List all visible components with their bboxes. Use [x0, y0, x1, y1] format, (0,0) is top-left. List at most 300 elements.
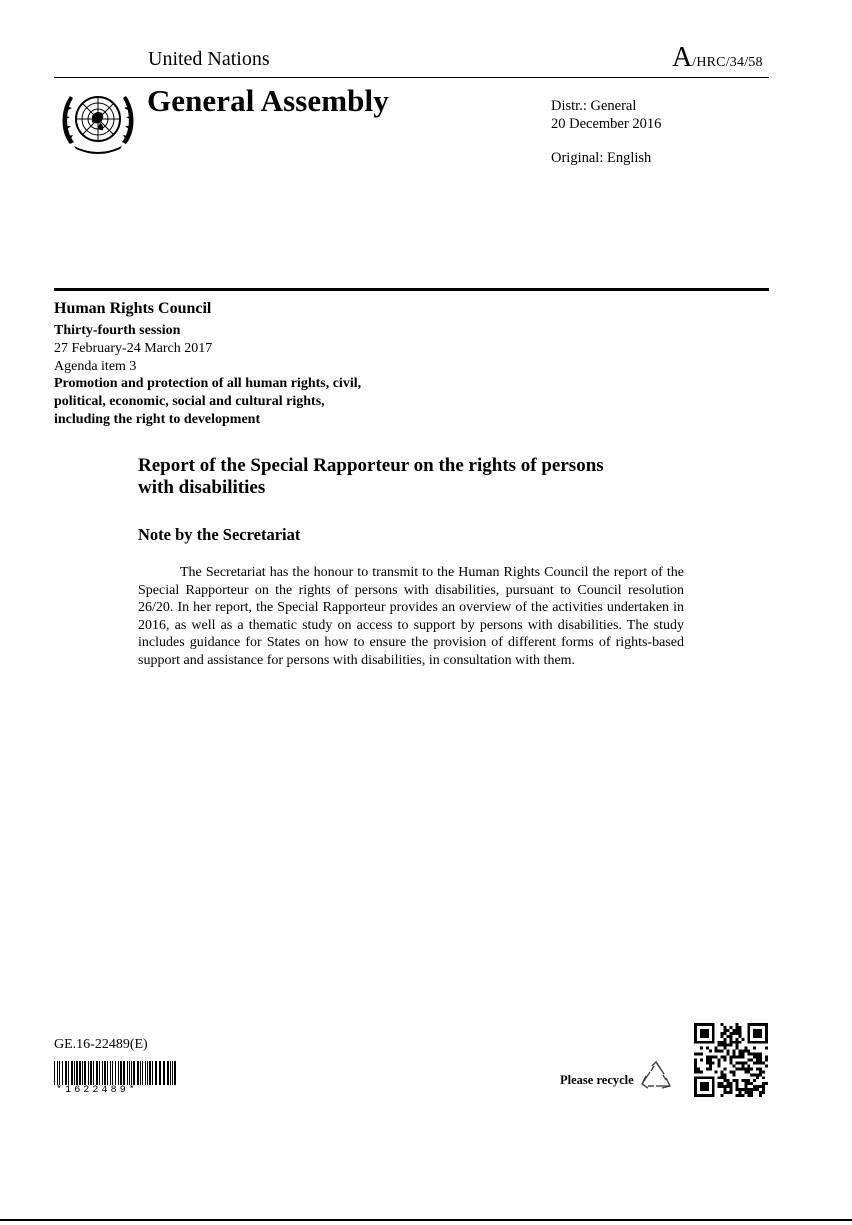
- qr-module: [756, 1088, 759, 1091]
- qr-module: [718, 1044, 721, 1047]
- qr-module: [750, 1041, 753, 1044]
- qr-module: [718, 1076, 721, 1079]
- qr-module: [712, 1029, 715, 1032]
- qr-module: [706, 1076, 709, 1079]
- qr-module: [747, 1064, 750, 1067]
- qr-module: [747, 1050, 750, 1053]
- qr-module: [759, 1094, 762, 1097]
- qr-module: [744, 1061, 747, 1064]
- qr-module: [762, 1023, 765, 1026]
- qr-module: [706, 1035, 709, 1038]
- qr-module: [738, 1041, 741, 1044]
- barcode-bar: [167, 1061, 169, 1085]
- qr-module: [744, 1079, 747, 1082]
- qr-module: [753, 1023, 756, 1026]
- qr-module: [709, 1023, 712, 1026]
- qr-module: [762, 1082, 765, 1085]
- qr-module: [712, 1032, 715, 1035]
- qr-module: [735, 1067, 738, 1070]
- qr-module: [765, 1041, 768, 1044]
- qr-module: [747, 1038, 750, 1041]
- barcode-bar: [71, 1061, 73, 1085]
- barcode-bar: [88, 1061, 89, 1085]
- barcode-bar: [142, 1061, 143, 1085]
- qr-module: [703, 1032, 706, 1035]
- qr-module: [697, 1076, 700, 1079]
- qr-module: [765, 1026, 768, 1029]
- qr-module: [730, 1038, 733, 1041]
- qr-module: [747, 1032, 750, 1035]
- barcode-bar: [99, 1061, 100, 1085]
- qr-module: [744, 1082, 747, 1085]
- qr-module: [765, 1038, 768, 1041]
- qr-module: [762, 1085, 765, 1088]
- barcode-bar: [93, 1061, 94, 1085]
- barcode-bar: [152, 1061, 153, 1085]
- qr-module: [700, 1032, 703, 1035]
- qr-module: [706, 1029, 709, 1032]
- qr-module: [753, 1035, 756, 1038]
- agenda-title-line: political, economic, social and cultural rights,: [54, 394, 325, 410]
- barcode-bar: [84, 1061, 86, 1085]
- distribution-block: [551, 97, 661, 133]
- qr-module: [700, 1082, 703, 1085]
- qr-module: [750, 1059, 753, 1062]
- barcode-bar: [140, 1061, 141, 1085]
- qr-module: [730, 1059, 733, 1062]
- qr-module: [727, 1035, 730, 1038]
- qr-module: [724, 1041, 727, 1044]
- qr-module: [747, 1029, 750, 1032]
- qr-module: [732, 1050, 735, 1053]
- barcode-bar: [96, 1061, 98, 1085]
- qr-module: [712, 1026, 715, 1029]
- barcode-bar: [174, 1061, 176, 1085]
- qr-module: [730, 1085, 733, 1088]
- qr-module: [694, 1059, 697, 1062]
- qr-module: [741, 1061, 744, 1064]
- qr-module: [750, 1091, 753, 1094]
- qr-module: [735, 1044, 738, 1047]
- qr-module: [735, 1088, 738, 1091]
- qr-module: [762, 1091, 765, 1094]
- qr-module: [709, 1059, 712, 1062]
- qr-module: [750, 1082, 753, 1085]
- qr-module: [730, 1026, 733, 1029]
- qr-module: [730, 1088, 733, 1091]
- qr-module: [721, 1094, 724, 1097]
- barcode-bar: [54, 1061, 55, 1085]
- qr-module: [724, 1067, 727, 1070]
- qr-module: [765, 1047, 768, 1050]
- qr-module: [730, 1035, 733, 1038]
- qr-module: [765, 1082, 768, 1085]
- qr-module: [694, 1076, 697, 1079]
- qr-module: [718, 1050, 721, 1053]
- qr-module: [718, 1041, 721, 1044]
- qr-module: [732, 1064, 735, 1067]
- qr-module: [738, 1053, 741, 1056]
- qr-module: [712, 1088, 715, 1091]
- qr-module: [712, 1091, 715, 1094]
- qr-module: [724, 1076, 727, 1079]
- qr-module: [709, 1064, 712, 1067]
- qr-module: [727, 1085, 730, 1088]
- qr-module: [706, 1059, 709, 1062]
- qr-module: [721, 1044, 724, 1047]
- qr-module: [694, 1088, 697, 1091]
- qr-module: [738, 1035, 741, 1038]
- barcode-bar: [68, 1061, 69, 1085]
- qr-module: [706, 1094, 709, 1097]
- qr-module: [759, 1041, 762, 1044]
- report-title-line: Report of the Special Rapporteur on the rights of persons: [138, 455, 604, 476]
- qr-module: [747, 1026, 750, 1029]
- qr-module: [744, 1047, 747, 1050]
- qr-module: [724, 1079, 727, 1082]
- qr-module: [759, 1091, 762, 1094]
- qr-module: [762, 1061, 765, 1064]
- organization-name: United Nations: [148, 48, 270, 70]
- qr-module: [694, 1085, 697, 1088]
- qr-module: [735, 1029, 738, 1032]
- qr-module: [703, 1029, 706, 1032]
- barcode-bar: [76, 1061, 78, 1085]
- qr-module: [759, 1061, 762, 1064]
- qr-module: [718, 1064, 721, 1067]
- qr-module: [724, 1088, 727, 1091]
- qr-module: [700, 1094, 703, 1097]
- qr-module: [762, 1076, 765, 1079]
- qr-module: [747, 1094, 750, 1097]
- qr-module: [765, 1032, 768, 1035]
- qr-module: [735, 1094, 738, 1097]
- qr-module: [700, 1047, 703, 1050]
- qr-module: [721, 1082, 724, 1085]
- qr-module: [721, 1073, 724, 1076]
- qr-module: [697, 1067, 700, 1070]
- qr-module: [765, 1029, 768, 1032]
- qr-module: [756, 1067, 759, 1070]
- qr-module: [718, 1061, 721, 1064]
- qr-module: [712, 1023, 715, 1026]
- qr-module: [694, 1091, 697, 1094]
- barcode-bar: [155, 1061, 157, 1085]
- qr-module: [759, 1035, 762, 1038]
- qr-module: [700, 1076, 703, 1079]
- note-heading: Note by the Secretariat: [138, 525, 301, 544]
- qr-module: [738, 1032, 741, 1035]
- qr-module: [730, 1070, 733, 1073]
- barcode-bar: [82, 1061, 83, 1085]
- qr-module: [753, 1079, 756, 1082]
- qr-module: [697, 1070, 700, 1073]
- qr-module: [694, 1082, 697, 1085]
- qr-module: [756, 1041, 759, 1044]
- qr-module: [732, 1070, 735, 1073]
- qr-module: [694, 1038, 697, 1041]
- qr-module: [741, 1050, 744, 1053]
- qr-module: [741, 1056, 744, 1059]
- qr-module: [712, 1094, 715, 1097]
- qr-module: [700, 1035, 703, 1038]
- qr-module: [732, 1073, 735, 1076]
- document-code: GE.16-22489(E): [54, 1037, 148, 1052]
- barcode-bar: [127, 1061, 128, 1085]
- qr-module: [750, 1073, 753, 1076]
- qr-module: [703, 1076, 706, 1079]
- qr-module: [759, 1032, 762, 1035]
- qr-module: [706, 1061, 709, 1064]
- qr-module: [700, 1085, 703, 1088]
- qr-module: [750, 1088, 753, 1091]
- un-emblem-icon: [56, 86, 140, 156]
- barcode-bar: [57, 1061, 58, 1085]
- qr-module: [715, 1056, 718, 1059]
- qr-module: [694, 1079, 697, 1082]
- qr-module: [759, 1023, 762, 1026]
- barcode-bar: [131, 1061, 132, 1085]
- qr-module: [735, 1023, 738, 1026]
- qr-module: [703, 1088, 706, 1091]
- qr-module: [700, 1070, 703, 1073]
- qr-module: [738, 1061, 741, 1064]
- qr-module: [756, 1085, 759, 1088]
- qr-module: [735, 1085, 738, 1088]
- qr-module: [697, 1053, 700, 1056]
- qr-module: [765, 1056, 768, 1059]
- qr-module: [712, 1041, 715, 1044]
- qr-module: [709, 1076, 712, 1079]
- qr-module: [735, 1082, 738, 1085]
- qr-module: [744, 1067, 747, 1070]
- barcode-bar: [110, 1061, 111, 1085]
- qr-module: [741, 1094, 744, 1097]
- symbol-rest: /HRC/34/58: [692, 55, 763, 70]
- qr-module: [747, 1067, 750, 1070]
- qr-module: [700, 1053, 703, 1056]
- barcode-bar: [115, 1061, 116, 1085]
- qr-module: [747, 1079, 750, 1082]
- qr-module: [706, 1047, 709, 1050]
- agenda-title-line: including the right to development: [54, 411, 261, 427]
- qr-module: [735, 1038, 738, 1041]
- qr-module: [735, 1061, 738, 1064]
- qr-module: [724, 1032, 727, 1035]
- qr-module: [712, 1038, 715, 1041]
- qr-module: [706, 1023, 709, 1026]
- agenda-title-line: Promotion and protection of all human rights, civil,: [54, 376, 362, 392]
- barcode-bar: [120, 1061, 122, 1085]
- qr-module: [738, 1056, 741, 1059]
- qr-module: [712, 1085, 715, 1088]
- qr-module: [724, 1029, 727, 1032]
- qr-module: [703, 1041, 706, 1044]
- qr-module: [694, 1035, 697, 1038]
- session-block: [54, 322, 361, 429]
- qr-module: [718, 1082, 721, 1085]
- qr-module: [753, 1032, 756, 1035]
- symbol-prefix: A: [672, 42, 693, 73]
- qr-module: [732, 1032, 735, 1035]
- qr-module: [694, 1064, 697, 1067]
- original-language: Original: English: [551, 150, 652, 166]
- qr-module: [756, 1056, 759, 1059]
- barcode-bar: [59, 1061, 60, 1085]
- qr-module: [709, 1056, 712, 1059]
- qr-module: [709, 1061, 712, 1064]
- qr-module: [721, 1023, 724, 1026]
- qr-module: [700, 1023, 703, 1026]
- qr-module: [718, 1085, 721, 1088]
- qr-module: [706, 1032, 709, 1035]
- qr-module: [694, 1094, 697, 1097]
- qr-module: [738, 1026, 741, 1029]
- session-dates: 27 February-24 March 2017: [54, 340, 213, 356]
- qr-module: [721, 1041, 724, 1044]
- barcode-bar: [74, 1061, 75, 1085]
- qr-module: [732, 1041, 735, 1044]
- qr-module: [706, 1088, 709, 1091]
- qr-module: [756, 1076, 759, 1079]
- qr-module: [712, 1061, 715, 1064]
- qr-module: [738, 1088, 741, 1091]
- section-rule: [54, 288, 769, 291]
- qr-module: [715, 1047, 718, 1050]
- qr-module: [712, 1079, 715, 1082]
- qr-module: [730, 1044, 733, 1047]
- qr-module: [732, 1029, 735, 1032]
- qr-module: [730, 1032, 733, 1035]
- qr-module: [738, 1091, 741, 1094]
- qr-module: [756, 1053, 759, 1056]
- qr-module: [721, 1056, 724, 1059]
- qr-module: [750, 1067, 753, 1070]
- qr-module: [727, 1091, 730, 1094]
- qr-module: [750, 1023, 753, 1026]
- qr-module: [744, 1050, 747, 1053]
- barcode-text: *1622489*: [56, 1085, 138, 1096]
- qr-module: [759, 1029, 762, 1032]
- barcode-bar: [145, 1061, 146, 1085]
- qr-module: [712, 1082, 715, 1085]
- barcode-bar: [137, 1061, 139, 1085]
- qr-module: [741, 1053, 744, 1056]
- qr-module: [694, 1061, 697, 1064]
- qr-module: [730, 1091, 733, 1094]
- qr-module: [727, 1044, 730, 1047]
- qr-module: [762, 1041, 765, 1044]
- qr-module: [753, 1047, 756, 1050]
- barcode-bar: [133, 1061, 135, 1085]
- qr-module: [753, 1061, 756, 1064]
- qr-module: [753, 1088, 756, 1091]
- qr-module: [732, 1053, 735, 1056]
- qr-module: [735, 1032, 738, 1035]
- qr-module: [738, 1029, 741, 1032]
- qr-module: [724, 1091, 727, 1094]
- qr-module: [721, 1032, 724, 1035]
- qr-module: [703, 1023, 706, 1026]
- qr-module: [753, 1041, 756, 1044]
- council-name: Human Rights Council: [54, 300, 212, 317]
- qr-module: [747, 1041, 750, 1044]
- qr-module: [694, 1032, 697, 1035]
- qr-module: [759, 1085, 762, 1088]
- qr-module: [730, 1056, 733, 1059]
- qr-module: [727, 1079, 730, 1082]
- qr-module: [703, 1035, 706, 1038]
- qr-module: [730, 1082, 733, 1085]
- qr-module: [724, 1038, 727, 1041]
- qr-module: [709, 1050, 712, 1053]
- qr-module: [759, 1067, 762, 1070]
- qr-module: [703, 1085, 706, 1088]
- qr-module: [703, 1082, 706, 1085]
- qr-module: [759, 1059, 762, 1062]
- qr-module: [709, 1094, 712, 1097]
- qr-module: [694, 1070, 697, 1073]
- qr-module: [759, 1070, 762, 1073]
- qr-module: [697, 1023, 700, 1026]
- qr-module: [712, 1035, 715, 1038]
- barcode-bar: [79, 1061, 81, 1085]
- barcode-bar: [170, 1061, 171, 1085]
- qr-module: [706, 1056, 709, 1059]
- qr-module: [753, 1085, 756, 1088]
- qr-module: [712, 1056, 715, 1059]
- qr-module: [697, 1041, 700, 1044]
- body-title: General Assembly: [147, 83, 389, 118]
- qr-module: [750, 1094, 753, 1097]
- qr-module: [712, 1076, 715, 1079]
- qr-module: [724, 1085, 727, 1088]
- qr-module: [756, 1061, 759, 1064]
- recycle-label: Please recycle: [560, 1073, 634, 1087]
- qr-module: [735, 1047, 738, 1050]
- qr-module: [732, 1079, 735, 1082]
- qr-module: [735, 1056, 738, 1059]
- qr-module: [697, 1094, 700, 1097]
- qr-module: [724, 1059, 727, 1062]
- barcode-bar: [118, 1061, 119, 1085]
- qr-module: [732, 1056, 735, 1059]
- qr-module: [741, 1088, 744, 1091]
- qr-module: [753, 1073, 756, 1076]
- qr-module: [721, 1050, 724, 1053]
- barcode-bar: [123, 1061, 125, 1085]
- qr-module: [762, 1070, 765, 1073]
- barcode-bar: [65, 1061, 67, 1085]
- qr-module: [756, 1023, 759, 1026]
- qr-module: [756, 1032, 759, 1035]
- qr-module: [747, 1035, 750, 1038]
- qr-module: [753, 1053, 756, 1056]
- qr-module: [765, 1064, 768, 1067]
- session-name: Thirty-fourth session: [54, 323, 181, 338]
- qr-module: [724, 1047, 727, 1050]
- qr-module: [721, 1035, 724, 1038]
- qr-module: [738, 1067, 741, 1070]
- qr-module: [700, 1029, 703, 1032]
- qr-module: [694, 1067, 697, 1070]
- qr-module: [718, 1059, 721, 1062]
- barcode-bar: [102, 1061, 103, 1085]
- qr-module: [721, 1070, 724, 1073]
- agenda-item: Agenda item 3: [54, 358, 137, 374]
- qr-module: [703, 1094, 706, 1097]
- qr-module: [741, 1038, 744, 1041]
